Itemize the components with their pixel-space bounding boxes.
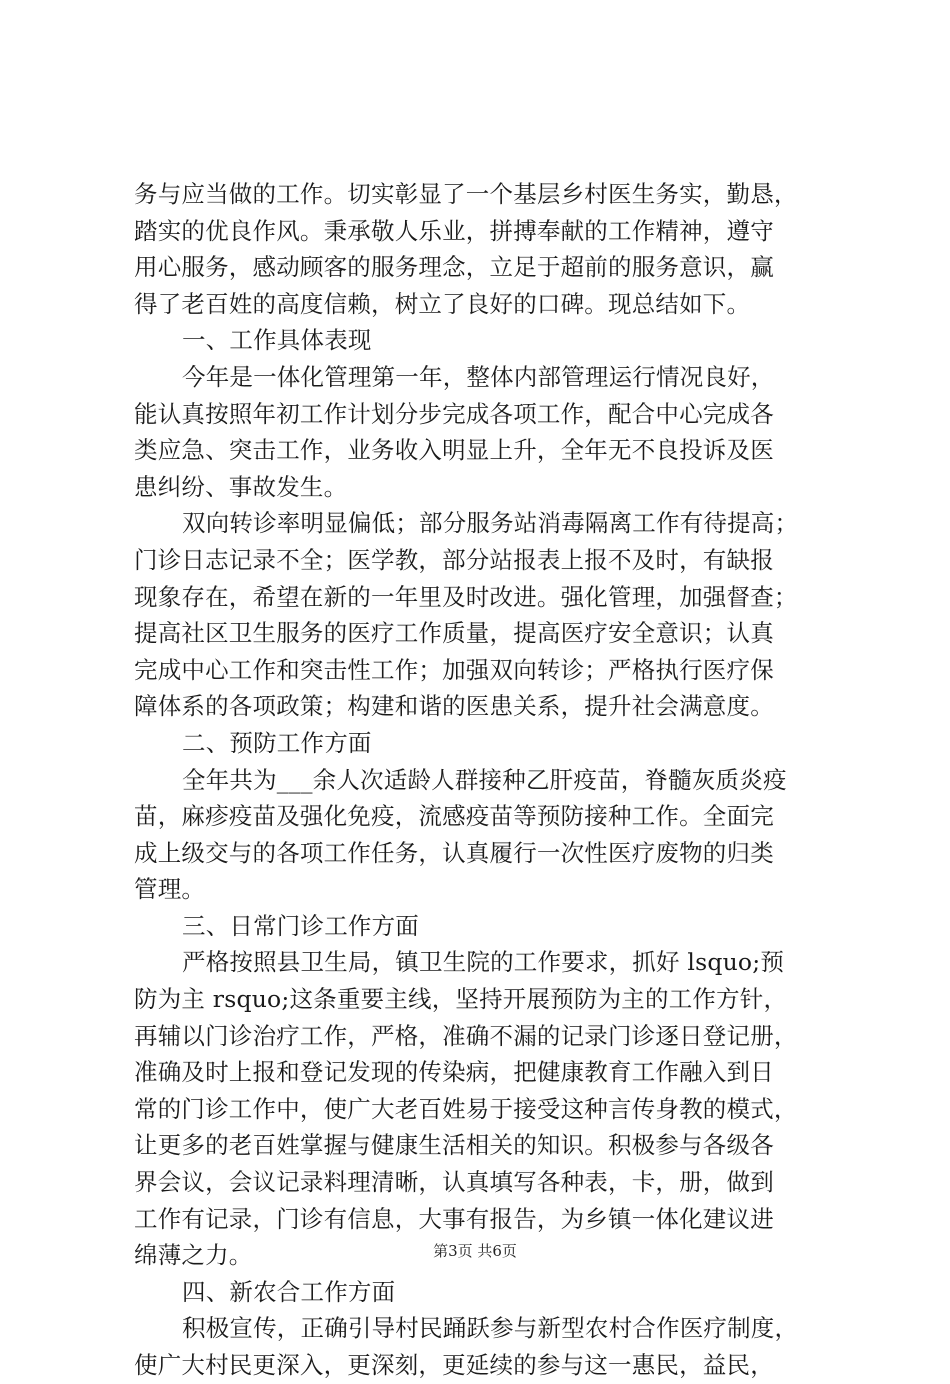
text-line: 踏实的优良作风。秉承敬人乐业，拼搏奉献的工作精神，遵守 bbox=[134, 216, 774, 245]
text-line: 现象存在，希望在新的一年里及时改进。强化管理，加强督查； bbox=[134, 582, 798, 611]
text-line: 成上级交与的各项工作任务，认真履行一次性医疗废物的归类 bbox=[134, 838, 774, 867]
text-line: 严格按照县卫生局，镇卫生院的工作要求，抓好 lsquo;预 bbox=[182, 948, 785, 977]
text-line: 全年共为___余人次适龄人群接种乙肝疫苗，脊髓灰质炎疫 bbox=[182, 765, 787, 794]
page-footer: 第3页 共6页 bbox=[433, 1242, 517, 1260]
text-line: 今年是一体化管理第一年，整体内部管理运行情况良好， bbox=[182, 362, 775, 391]
text-line: 四、新农合工作方面 bbox=[182, 1277, 396, 1306]
text-line: 一、工作具体表现 bbox=[182, 326, 372, 355]
document-body bbox=[134, 176, 834, 1384]
text-line: 防为主 rsquo;这条重要主线，坚持开展预防为主的工作方针， bbox=[134, 985, 788, 1014]
text-line: 积极宣传，正确引导村民踊跃参与新型农村合作医疗制度， bbox=[182, 1314, 799, 1343]
text-line: 使广大村民更深入，更深刻，更延续的参与这一惠民，益民， bbox=[134, 1351, 774, 1379]
text-line: 类应急、突击工作，业务收入明显上升，全年无不良投诉及医 bbox=[134, 436, 774, 465]
text-line: 三、日常门诊工作方面 bbox=[182, 911, 419, 940]
text-line: 患纠纷、事故发生。 bbox=[134, 472, 348, 501]
text-line: 门诊日志记录不全；医学教，部分站报表上报不及时，有缺报 bbox=[134, 545, 774, 574]
text-line: 能认真按照年初工作计划分步完成各项工作，配合中心完成各 bbox=[134, 399, 774, 428]
text-line: 让更多的老百姓掌握与健康生活相关的知识。积极参与各级各 bbox=[134, 1131, 774, 1160]
text-line: 二、预防工作方面 bbox=[182, 728, 372, 757]
text-line: 苗，麻疹疫苗及强化免疫，流感疫苗等预防接种工作。全面完 bbox=[134, 802, 774, 831]
text-line: 管理。 bbox=[134, 875, 206, 904]
text-line: 工作有记录，门诊有信息，大事有报告，为乡镇一体化建议进 bbox=[134, 1204, 774, 1233]
text-line: 务与应当做的工作。切实彰显了一个基层乡村医生务实，勤恳， bbox=[134, 180, 798, 208]
text-line: 再辅以门诊治疗工作，严格，准确不漏的记录门诊逐日登记册， bbox=[134, 1021, 798, 1050]
text-line: 完成中心工作和突击性工作；加强双向转诊；严格执行医疗保 bbox=[134, 655, 774, 684]
text-line: 常的门诊工作中，使广大老百姓易于接受这种言传身教的模式， bbox=[134, 1094, 798, 1123]
text-line: 用心服务，感动顾客的服务理念，立足于超前的服务意识，赢 bbox=[134, 253, 774, 282]
text-line: 绵薄之力。 bbox=[134, 1241, 253, 1270]
text-line: 障体系的各项政策；构建和谐的医患关系，提升社会满意度。 bbox=[134, 692, 774, 721]
text-line: 界会议，会议记录料理清晰，认真填写各种表，卡，册，做到 bbox=[134, 1168, 774, 1197]
text-line: 得了老百姓的高度信赖，树立了良好的口碑。现总结如下。 bbox=[134, 289, 751, 318]
text-line: 提高社区卫生服务的医疗工作质量，提高医疗安全意识；认真 bbox=[134, 619, 774, 648]
text-line: 准确及时上报和登记发现的传染病，把健康教育工作融入到日 bbox=[134, 1058, 774, 1087]
text-line: 双向转诊率明显偏低；部分服务站消毒隔离工作有待提高； bbox=[182, 509, 799, 538]
